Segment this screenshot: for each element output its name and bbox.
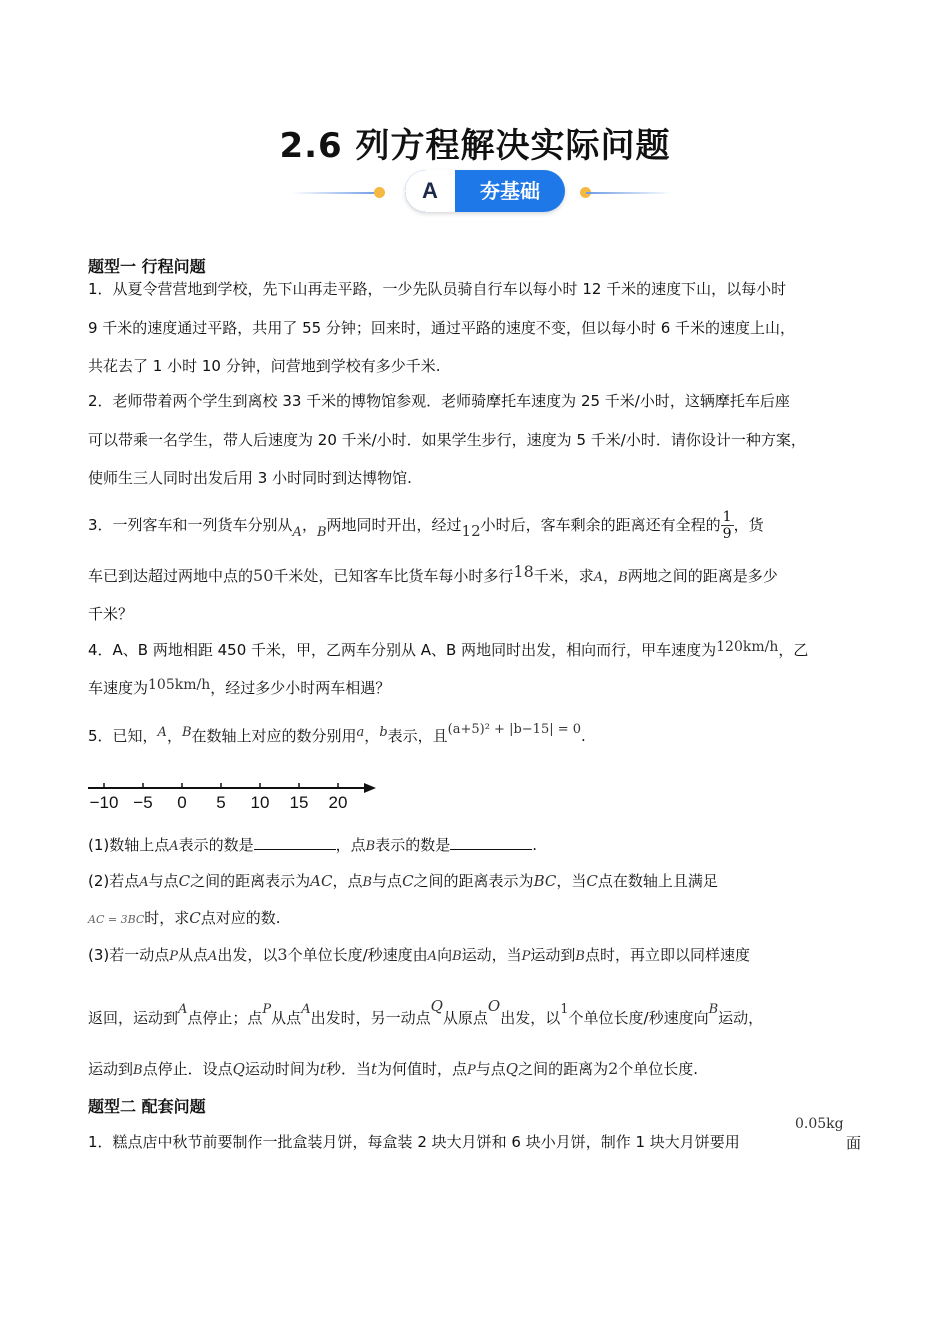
- section-heading-matching: 题型二 配套问题: [88, 1097, 206, 1116]
- q1-line1: 1．从夏令营营地到学校，先下山再走平路，一少先队员骑自行车以每小时 12 千米的速度下山，以每小时: [88, 280, 787, 298]
- q5-var-a: a: [356, 725, 365, 740]
- q5-p1-a: A: [169, 839, 179, 854]
- banner-line-left: [292, 192, 378, 194]
- q5-p3-l2-p: P: [262, 1002, 272, 1017]
- q3-line2: [88, 562, 778, 588]
- q5-sep2: ，: [364, 727, 380, 745]
- q3-line1: [88, 506, 764, 546]
- q3-sep2: ，: [603, 567, 619, 585]
- q5-p3-l2-text8: 运动，: [718, 1009, 764, 1027]
- q5-p3-l3-text2: 点停止．设点: [142, 1060, 233, 1078]
- q5-text2: 在数轴上对应的数分别用: [191, 727, 357, 745]
- s2-q1-weight: 0.05kg: [795, 1116, 844, 1132]
- q5-end: .: [581, 727, 586, 745]
- q3-point-a: A: [292, 525, 302, 540]
- q4-text2: ，乙: [778, 641, 809, 659]
- q5-p2-ac: AC: [310, 872, 333, 890]
- q5-p3-p2: P: [521, 949, 531, 964]
- q5-p3-l3-text8: 个单位长度.: [618, 1060, 699, 1078]
- q5-point-b: B: [181, 725, 192, 740]
- q5-p2-b: B: [362, 875, 373, 890]
- q5-p2-text4: ，点: [332, 872, 363, 890]
- q5-p2-c: C: [178, 872, 191, 890]
- q2-line1: 2．老师带着两个学生到离校 33 千米的博物馆参观．老师骑摩托车速度为 25 千米/小时，这辆摩托车后座: [88, 392, 790, 410]
- q5-p3-l3-text3: 运动时间为: [244, 1060, 320, 1078]
- q4-speed-b: 105km/h: [148, 677, 211, 693]
- q5-p2-c3: C: [586, 872, 598, 890]
- q4-text4: ，经过多少小时两车相遇？: [210, 679, 391, 697]
- answer-blank-a[interactable]: [254, 835, 336, 850]
- q5-p3-a2: A: [427, 949, 438, 964]
- q5-part3-line2: [88, 997, 764, 1030]
- q5-p3-text3: 出发，以: [217, 946, 278, 964]
- q3-l2-text: 车已到达超过两地中点的: [88, 567, 254, 585]
- banner-line-right: [586, 192, 672, 194]
- q5-p3-b2: B: [575, 949, 585, 964]
- q5-point-a: A: [157, 725, 167, 740]
- number-line-label: −5: [133, 793, 153, 812]
- q5-p3-l2-b: B: [708, 1002, 719, 1017]
- q5-p1-text4: 表示的数是: [375, 836, 451, 854]
- q5-p3-l3-text5: 为何值时，点: [377, 1060, 468, 1078]
- q3-l2-text2: 千米处，已知客车比货车每小时多行: [273, 567, 514, 585]
- section-heading-travel: 题型一 行程问题: [88, 257, 206, 276]
- q5-p1-end: .: [532, 836, 538, 854]
- q5-var-b: b: [379, 725, 388, 740]
- q5-p2-text8: 点在数轴上且满足: [597, 872, 718, 890]
- q3-l2-text4: 两地之间的距离是多少: [627, 567, 778, 585]
- q5-p2-bc: BC: [533, 872, 557, 890]
- banner-pill: [405, 170, 565, 212]
- q3-frac-den: 9: [722, 526, 732, 542]
- q5-p2-text3: 之间的距离表示为: [190, 872, 311, 890]
- q2-line3: 使师生三人同时出发后用 3 小时同时到达博物馆.: [88, 469, 412, 487]
- q5-p2-text5: 与点: [372, 872, 403, 890]
- q5-p3-l3-text4: 秒．当: [325, 1060, 371, 1078]
- q5-p3-l2-text6: 出发，以: [500, 1009, 561, 1027]
- q5-p3-l3-dist2: 2: [608, 1059, 619, 1078]
- q5-p3-text7: 运动到: [530, 946, 576, 964]
- q5-p2-text6: 之间的距离表示为: [413, 872, 534, 890]
- q2-line2: 可以带乘一名学生，带人后速度为 20 千米/小时．如果学生步行，速度为 5 千米/小时．请你设计一种方案，: [88, 431, 806, 449]
- number-line-arrow: [364, 783, 376, 793]
- q3-point-b: B: [316, 525, 327, 540]
- q3-time: 12: [461, 522, 481, 540]
- number-line-label: 10: [250, 793, 270, 812]
- q5-p2-text9: 时，求: [144, 909, 190, 927]
- q5-p3-b: B: [452, 949, 462, 964]
- q3-point-a2: A: [593, 570, 604, 585]
- q3-value-50: 50: [253, 566, 274, 585]
- q5-p2-c2: C: [402, 872, 414, 890]
- s2-q1-line1: [88, 1132, 740, 1152]
- q3-value-18: 18: [513, 562, 534, 581]
- q5-p3-l3-t: t: [319, 1060, 326, 1078]
- q4-text3: 车速度为: [88, 679, 149, 697]
- q5-p3-text6: 运动，当: [461, 946, 522, 964]
- q5-p3-l3-q2: Q: [505, 1060, 519, 1078]
- q5-p2-c4: C: [189, 909, 201, 927]
- q5-p3-l2-text7: 个单位长度/秒速度向: [568, 1009, 709, 1027]
- q5-part2-line2: [88, 908, 281, 930]
- q5-p3-p: P: [169, 949, 178, 964]
- q5-p1-text: (1)数轴上点: [88, 836, 170, 854]
- q3-l2-text3: 千米，求: [533, 567, 594, 585]
- q5-p1-text3: ，点: [335, 836, 366, 854]
- q5-p3-speed3: 3: [277, 945, 288, 964]
- q5-p3-l3-p: P: [467, 1063, 476, 1078]
- answer-blank-b[interactable]: [450, 835, 532, 850]
- q5-p3-a: A: [208, 949, 218, 964]
- number-line-label: 5: [216, 793, 226, 812]
- q5-part2-line1: [88, 871, 718, 893]
- q5-p3-l2-text5: 从原点: [442, 1009, 488, 1027]
- q5-p3-text2: 从点: [178, 946, 209, 964]
- q5-p3-l3-t2: t: [370, 1060, 377, 1078]
- q5-sep: ，: [166, 727, 182, 745]
- q3-text2: 两地同时开出，经过: [326, 516, 462, 534]
- q5-p3-l3-text: 运动到: [88, 1060, 134, 1078]
- q5-p3-l2-speed1: 1: [560, 1002, 569, 1017]
- q5-p1-text2: 表示的数是: [178, 836, 254, 854]
- q5-p3-l2-q: Q: [430, 997, 443, 1015]
- q5-p1-b: B: [365, 839, 376, 854]
- q5-p2-text7: ，当: [556, 872, 587, 890]
- page-title: 2.6 列方程解决实际问题: [279, 126, 671, 166]
- q5-p2-a: A: [139, 875, 149, 890]
- s2-q1-text: 1．糕点店中秋节前要制作一批盒装月饼，每盒装 2 块大月饼和 6 块小月饼，制作 1 块大月饼要用: [88, 1133, 740, 1151]
- q5-part3-line1: [88, 945, 750, 967]
- q5-p2-text2: 与点: [148, 872, 179, 890]
- q5-p3-l3-q: Q: [232, 1060, 245, 1078]
- q5-p3-l3-b: B: [133, 1063, 143, 1078]
- q5-part3-line3: [88, 1059, 698, 1081]
- q5-p3-l3-text6: 与点: [475, 1060, 506, 1078]
- q1-line3: 共花去了 1 小时 10 分钟，问营地到学校有多少千米.: [88, 357, 441, 375]
- q5-p3-l2-text4: 出发时，另一动点: [310, 1009, 431, 1027]
- q4-line2: [88, 678, 390, 699]
- q3-line3: 千米？: [88, 605, 134, 623]
- q5-p2-text10: 点对应的数.: [200, 909, 281, 927]
- q5-p2-eq: AC = 3BC: [88, 913, 145, 926]
- number-line-label: −10: [89, 793, 119, 812]
- q5-part1: [88, 835, 537, 857]
- section-banner: [0, 170, 950, 214]
- q3-text3: 小时后，客车剩余的距离还有全程的: [480, 516, 721, 534]
- q4-speed-a: 120km/h: [716, 639, 779, 655]
- q4-line1: [88, 640, 808, 661]
- q5-p3-l3-text7: 之间的距离为: [518, 1060, 609, 1078]
- q5-p3-text: (3)若一动点: [88, 946, 170, 964]
- number-line-label: 20: [328, 793, 348, 812]
- q5-p3-text5: 向: [437, 946, 453, 964]
- q5-p3-l2-text3: 从点: [271, 1009, 302, 1027]
- q5-p3-text4: 个单位长度/秒速度由: [287, 946, 428, 964]
- q3-sep: ，: [301, 516, 317, 534]
- q5-p3-l2-a: A: [178, 1002, 188, 1017]
- q5-text3: 表示，且: [387, 727, 448, 745]
- q5-p2-text: (2)若点: [88, 872, 140, 890]
- number-line-label: 0: [177, 793, 187, 812]
- q5-p3-l2-a2: A: [301, 1002, 311, 1017]
- q3-text: 3．一列客车和一列货车分别从: [88, 516, 293, 534]
- q5-text: 5．已知，: [88, 727, 158, 745]
- q5-line1: [88, 722, 586, 748]
- q5-p3-text8: 点时，再立即以同样速度: [584, 946, 750, 964]
- q5-equation: (a+5)² + |b−15| = 0: [447, 722, 582, 737]
- q3-text4: ，货: [733, 516, 764, 534]
- banner-label: 夯基础: [480, 179, 540, 203]
- q5-p3-l2-text2: 点停止；点: [187, 1009, 263, 1027]
- q1-line2: 9 千米的速度通过平路，共用了 55 分钟；回来时，通过平路的速度不变，但以每小时 6 千米的速度上山，: [88, 319, 796, 337]
- q3-point-b2: B: [618, 570, 628, 585]
- q3-fraction: [721, 509, 734, 542]
- q3-frac-num: 1: [722, 509, 732, 525]
- number-line-label: 15: [289, 793, 309, 812]
- q4-text: 4．A、B 两地相距 450 千米，甲，乙两车分别从 A、B 两地同时出发，相向而行，甲车速度为: [88, 641, 717, 659]
- q5-p3-l2-text: 返回，运动到: [88, 1009, 179, 1027]
- number-line: [84, 774, 384, 816]
- q5-p3-l2-o: O: [487, 997, 501, 1015]
- banner-dot-left: [374, 187, 385, 198]
- s2-q1-end: 面: [846, 1134, 862, 1152]
- banner-badge: A: [405, 170, 455, 212]
